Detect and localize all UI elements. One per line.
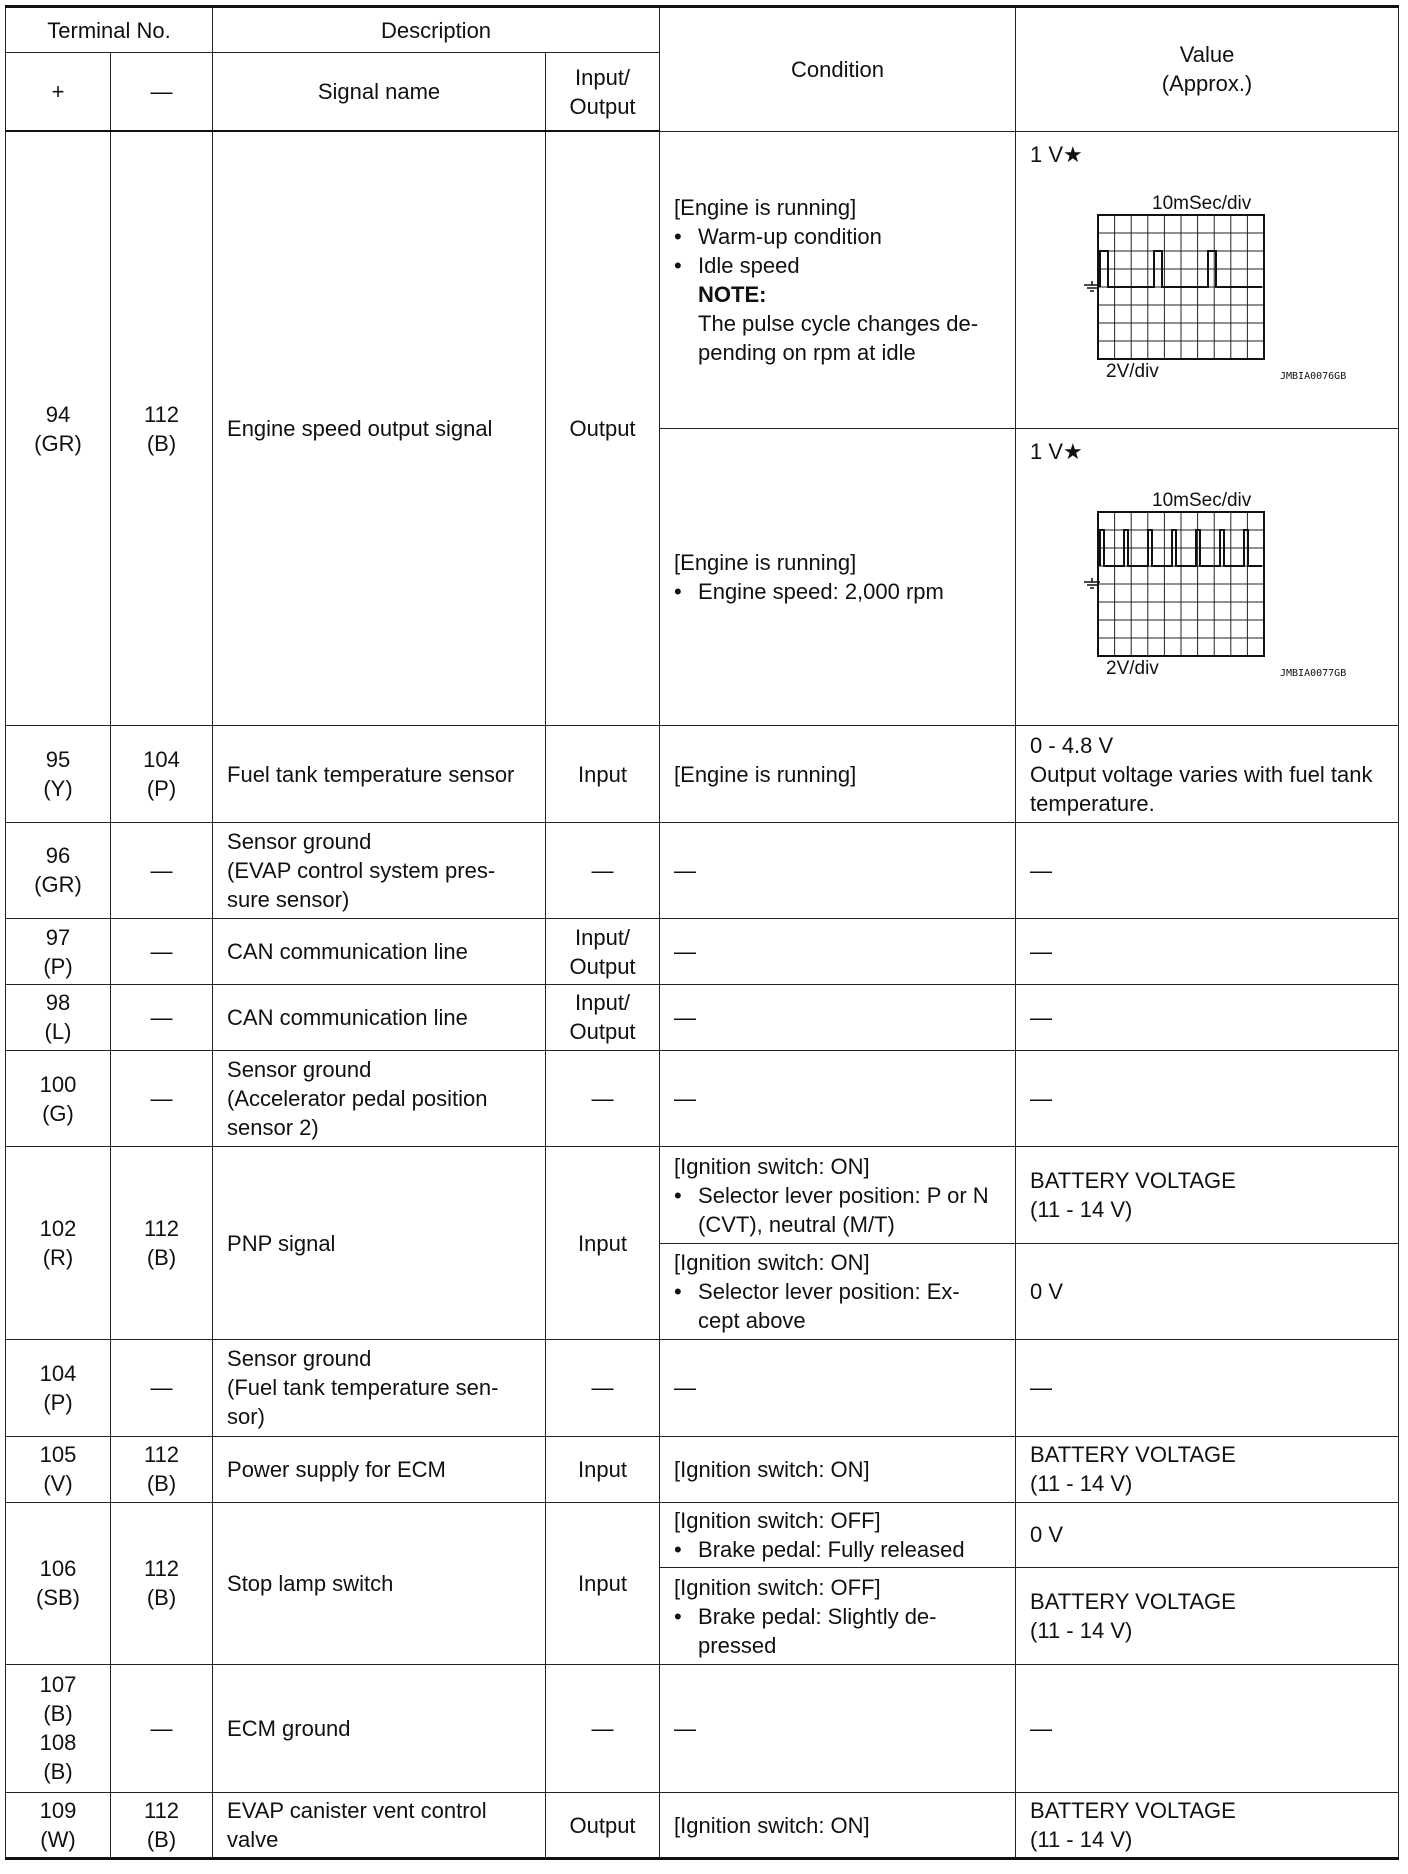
terminal-plus-106 [6,1502,111,1664]
wire-color: (B) [146,1827,177,1853]
value-line: Output voltage varies with fuel tank [1030,761,1373,787]
wire-color: (B) [43,1759,73,1785]
condition-bullet [674,222,1001,251]
signal-name-102: PNP signal [213,1147,546,1340]
terminal-plus-98 [6,985,111,1051]
value-104: — [1016,1340,1399,1436]
signal-name-100 [213,1050,546,1146]
value-106-released: 0 V [1016,1502,1399,1568]
signal-name-105: Power supply for ECM [213,1436,546,1502]
bullet-icon: • [674,579,682,605]
io-97 [546,919,660,985]
oscilloscope-waveform-idle [1030,169,1385,383]
bullet-text: cept above [698,1308,806,1333]
bullet-text: (CVT), neutral (M/T) [698,1211,895,1237]
io-107-108: — [546,1664,660,1792]
value-line: temperature. [1030,790,1155,816]
signal-name-94: Engine speed output signal [213,131,546,725]
header-terminal-no: Terminal No. [6,7,213,53]
terminal-minus-105 [111,1436,213,1502]
table-row-102a [6,1147,1399,1243]
terminal-number: 98 [45,990,71,1016]
condition-bullet [674,1277,1001,1306]
waveform-voltage-label: 1 V★ [1030,439,1083,465]
wire-color: (B) [146,430,177,456]
condition-94-2000rpm [660,429,1016,726]
value-line: BATTERY VOLTAGE [1030,1168,1236,1194]
terminal-number: 112 [143,1216,180,1242]
wire-color: (GR) [34,872,82,898]
waveform-time-div: 10mSec/div [1152,192,1252,214]
condition-104: — [660,1340,1016,1436]
bullet-icon: • [674,1536,682,1562]
value-94-2000rpm [1016,429,1399,726]
waveform-time-div: 10mSec/div [1152,490,1252,512]
wire-color: (B) [43,1701,73,1727]
terminal-minus-100: — [111,1050,213,1146]
waveform-voltage-label: 1 V★ [1030,141,1083,167]
wire-color: (SB) [36,1585,80,1611]
condition-bullet [674,1602,1001,1631]
signal-line: sor) [227,1404,265,1430]
value-107-108: — [1016,1664,1399,1792]
condition-100: — [660,1050,1016,1146]
terminal-plus-107-108 [6,1664,111,1792]
table-row-106a [6,1502,1399,1568]
condition-95: [Engine is running] [660,726,1016,822]
header-description: Description [213,7,660,53]
table-row-105 [6,1436,1399,1502]
signal-line: sensor 2) [227,1115,319,1141]
value-96: — [1016,822,1399,918]
condition-line: [Engine is running] [674,550,857,576]
signal-name-104 [213,1340,546,1436]
header-value-line1: Value [1179,42,1235,68]
condition-line: [Engine is running] [674,195,857,221]
table-row-100 [6,1050,1399,1146]
condition-102-pn [660,1147,1016,1243]
header-plus: + [6,53,111,132]
figure-code: JMBIA0077GB [1280,668,1347,680]
table-row-94a [6,131,1399,428]
condition-94-idle [660,131,1016,428]
terminal-plus-105 [6,1436,111,1502]
io-line: Output [569,953,636,979]
oscilloscope-waveform-2000rpm [1030,466,1385,680]
value-100: — [1016,1050,1399,1146]
terminal-plus-95 [6,726,111,822]
bullet-text: Warm-up condition [698,224,882,250]
bullet-icon: • [674,224,682,250]
bullet-text: Selector lever position: P or N [698,1182,989,1208]
terminal-number: 112 [143,401,180,427]
table-row-97 [6,919,1399,985]
condition-98: — [660,985,1016,1051]
value-line: (11 - 14 V) [1030,1471,1133,1497]
value-109 [1016,1793,1399,1859]
terminal-number: 112 [143,1798,180,1824]
terminal-minus-102 [111,1147,213,1340]
signal-name-97: CAN communication line [213,919,546,985]
wire-color: (Y) [43,776,73,801]
io-95: Input [546,726,660,822]
bullet-icon: • [674,1182,682,1208]
terminal-minus-97: — [111,919,213,985]
bullet-text: Selector lever position: Ex- [698,1279,960,1304]
io-line: Output [569,1019,636,1045]
signal-line: Sensor ground [227,1057,372,1083]
io-102: Input [546,1147,660,1340]
io-100: — [546,1050,660,1146]
signal-line: (EVAP control system pres- [227,857,496,883]
terminal-number: 100 [39,1071,77,1097]
condition-96: — [660,822,1016,918]
wire-color: (B) [146,1471,177,1497]
waveform-volt-div: 2V/div [1106,360,1159,382]
terminal-minus-96: — [111,822,213,918]
signal-line: sure sensor) [227,886,350,912]
signal-line: valve [227,1827,279,1853]
wire-color: (B) [146,1585,177,1611]
terminal-minus-106 [111,1502,213,1664]
condition-106-released [660,1502,1016,1568]
signal-name-107-108: ECM ground [213,1664,546,1792]
value-line: (11 - 14 V) [1030,1618,1133,1644]
table-row-98 [6,985,1399,1051]
terminal-number: 112 [143,1442,180,1468]
signal-line: EVAP canister vent control [227,1798,487,1824]
condition-97: — [660,919,1016,985]
signal-line: Sensor ground [227,1346,372,1372]
terminal-plus-109 [6,1793,111,1859]
condition-105: [Ignition switch: ON] [660,1436,1016,1502]
condition-106-depressed [660,1568,1016,1664]
header-io-line2: Output [569,93,636,119]
terminal-number: 97 [45,924,71,950]
terminal-plus-104 [6,1340,111,1436]
signal-name-98: CAN communication line [213,985,546,1051]
bullet-text: Engine speed: 2,000 rpm [698,579,944,605]
condition-bullet [674,1181,1001,1210]
value-97: — [1016,919,1399,985]
io-96: — [546,822,660,918]
terminal-plus-94 [6,131,111,725]
wire-color: (L) [44,1019,72,1045]
terminal-number: 112 [143,1556,180,1582]
terminal-table [5,5,1399,1860]
signal-name-95: Fuel tank temperature sensor [213,726,546,822]
header-value [1016,7,1399,132]
note-text: pending on rpm at idle [698,340,916,366]
condition-bullet [674,1535,1001,1564]
terminal-number: 94 [45,401,71,427]
condition-109: [Ignition switch: ON] [660,1793,1016,1859]
wire-color: (P) [146,776,177,801]
terminal-minus-109 [111,1793,213,1859]
wire-color: (GR) [34,430,82,456]
condition-line: [Ignition switch: OFF] [674,1507,881,1533]
terminal-plus-96 [6,822,111,918]
bullet-text: pressed [698,1632,777,1658]
value-line: (11 - 14 V) [1030,1197,1133,1223]
bullet-text: Brake pedal: Slightly de- [698,1603,937,1629]
terminal-number: 96 [45,843,71,869]
value-95 [1016,726,1399,822]
table-row-107-108 [6,1664,1399,1792]
waveform-grid [1098,512,1264,656]
condition-bullet [674,251,1001,280]
value-line: BATTERY VOLTAGE [1030,1589,1236,1615]
header-value-line2: (Approx.) [1161,71,1253,97]
value-line: BATTERY VOLTAGE [1030,1798,1236,1824]
header-row-1 [6,7,1399,53]
terminal-number: 104 [39,1360,77,1386]
io-106: Input [546,1502,660,1664]
value-98: — [1016,985,1399,1051]
value-106-depressed [1016,1568,1399,1664]
header-minus: — [111,53,213,132]
terminal-plus-100 [6,1050,111,1146]
io-109: Output [546,1793,660,1859]
terminal-minus-98: — [111,985,213,1051]
figure-code: JMBIA0076GB [1280,370,1347,382]
bullet-text: Brake pedal: Fully released [698,1536,965,1562]
wire-color: (W) [40,1827,76,1853]
table-row-96 [6,822,1399,918]
terminal-minus-95 [111,726,213,822]
io-94: Output [546,131,660,725]
condition-bullet [674,577,1001,606]
table-row-104 [6,1340,1399,1436]
value-102-pn [1016,1147,1399,1243]
terminal-plus-97 [6,919,111,985]
condition-line: [Ignition switch: OFF] [674,1574,881,1600]
terminal-number: 107 [39,1672,77,1698]
wire-color: (B) [146,1245,177,1271]
io-line: Input/ [575,924,631,950]
header-signal-name: Signal name [213,53,546,132]
signal-name-109 [213,1793,546,1859]
wire-color: (P) [43,953,73,979]
terminal-number: 104 [143,747,180,772]
io-105: Input [546,1436,660,1502]
value-105 [1016,1436,1399,1502]
io-line: Input/ [575,990,631,1016]
terminal-minus-104: — [111,1340,213,1436]
signal-line: Sensor ground [227,828,372,854]
value-line: 0 - 4.8 V [1030,732,1114,758]
condition-102-other [660,1243,1016,1339]
signal-line: (Fuel tank temperature sen- [227,1375,499,1401]
io-98 [546,985,660,1051]
wire-color: (G) [42,1100,74,1126]
signal-name-106: Stop lamp switch [213,1502,546,1664]
table-row-95 [6,726,1399,822]
value-line: BATTERY VOLTAGE [1030,1442,1236,1468]
terminal-number: 102 [39,1216,77,1242]
note-label: NOTE: [698,282,767,308]
waveform-volt-div: 2V/div [1106,658,1159,680]
io-104: — [546,1340,660,1436]
terminal-number: 109 [39,1798,77,1824]
condition-107-108: — [660,1664,1016,1792]
signal-line: (Accelerator pedal position [227,1086,488,1112]
terminal-minus-94 [111,131,213,725]
value-line: (11 - 14 V) [1030,1827,1133,1853]
condition-line: [Ignition switch: ON] [674,1153,870,1179]
terminal-number: 95 [45,747,71,772]
header-io [546,53,660,132]
value-94-idle [1016,131,1399,428]
terminal-number: 108 [39,1730,77,1756]
wire-color: (R) [42,1245,74,1271]
terminal-plus-102 [6,1147,111,1340]
bullet-icon: • [674,1603,682,1629]
wire-color: (V) [43,1471,73,1497]
terminal-number: 105 [39,1442,77,1468]
condition-line: [Ignition switch: ON] [674,1250,870,1275]
signal-name-96 [213,822,546,918]
table-row-109 [6,1793,1399,1859]
wire-color: (P) [43,1389,73,1415]
bullet-text: Idle speed [698,253,800,279]
bullet-icon: • [674,1279,682,1304]
header-condition: Condition [660,7,1016,132]
note-text: The pulse cycle changes de- [698,311,979,337]
value-102-other: 0 V [1016,1243,1399,1339]
terminal-number: 106 [39,1556,77,1582]
header-io-line1: Input/ [575,64,631,90]
terminal-minus-107-108: — [111,1664,213,1792]
bullet-icon: • [674,253,682,279]
